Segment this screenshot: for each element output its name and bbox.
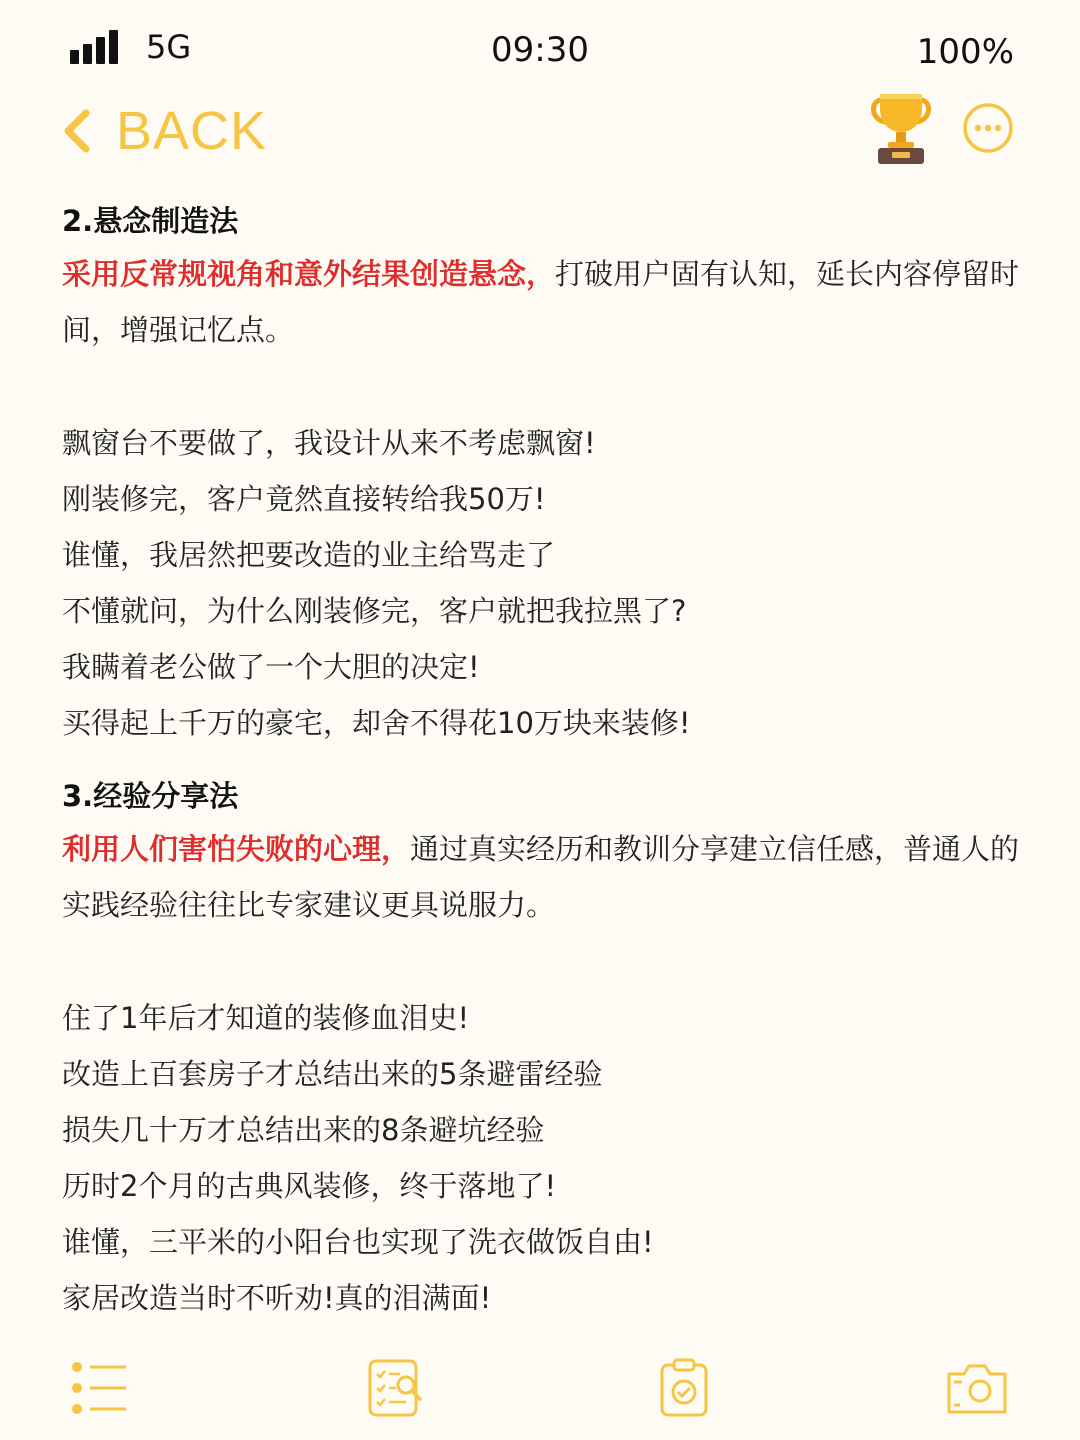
example-line: 买得起上千万的豪宅，却舍不得花10万块来装修!	[62, 706, 691, 740]
example-line: 损失几十万才总结出来的8条避坑经验	[62, 1113, 545, 1147]
article-content	[62, 196, 1022, 1326]
section-description	[62, 821, 1022, 933]
highlight-text: 利用人们害怕失败的心理，	[62, 832, 411, 866]
section-description	[62, 246, 1022, 358]
trophy-icon[interactable]	[868, 90, 934, 166]
camera-icon[interactable]	[944, 1358, 1010, 1418]
network-type: 5G	[146, 28, 192, 66]
example-line: 不懂就问，为什么刚装修完，客户就把我拉黑了?	[62, 594, 687, 628]
example-line: 谁懂，三平米的小阳台也实现了洗衣做饭自由!	[62, 1225, 654, 1259]
clipboard-check-icon[interactable]	[654, 1358, 714, 1418]
status-bar	[0, 0, 1080, 100]
back-button[interactable]	[60, 96, 267, 166]
section-heading: 2.悬念制造法	[62, 204, 239, 238]
back-label: BACK	[116, 101, 268, 161]
battery-level: 100%	[916, 32, 1014, 72]
bottom-tab-bar	[0, 1350, 1080, 1430]
section-heading: 3.经验分享法	[62, 779, 239, 813]
example-line: 谁懂，我居然把要改造的业主给骂走了	[62, 538, 556, 572]
status-time: 09:30	[491, 30, 589, 70]
example-line: 住了1年后才知道的装修血泪史!	[62, 1001, 470, 1035]
list-icon[interactable]	[68, 1358, 128, 1418]
example-line: 我瞒着老公做了一个大胆的决定!	[62, 650, 480, 684]
checklist-search-icon[interactable]	[366, 1358, 426, 1418]
example-line: 刚装修完，客户竟然直接转给我50万!	[62, 482, 546, 516]
example-line: 改造上百套房子才总结出来的5条避雷经验	[62, 1057, 603, 1091]
example-line: 历时2个月的古典风装修，终于落地了!	[62, 1169, 557, 1203]
highlight-text: 采用反常规视角和意外结果创造悬念，	[62, 257, 556, 291]
example-line: 家居改造当时不听劝!真的泪满面!	[62, 1281, 492, 1315]
chevron-left-icon	[60, 109, 94, 153]
description-text: 通过真实经历和教训分享建立信任感，普通人的实践经验往往比专家建议更具说服力。	[62, 832, 1020, 922]
description-text: 打破用户固有认知，延长内容停留时间，增强记忆点。	[62, 257, 1020, 347]
more-icon[interactable]	[962, 102, 1014, 154]
top-nav	[0, 90, 1080, 170]
example-line: 飘窗台不要做了，我设计从来不考虑飘窗!	[62, 426, 596, 460]
